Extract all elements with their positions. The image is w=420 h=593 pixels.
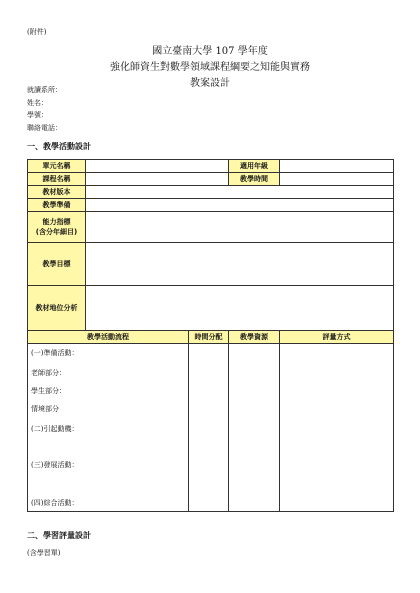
label-ability-indicator [28,212,86,243]
header-teaching-resources: 教學資源 [229,331,280,344]
row-activity-header [28,331,394,344]
label-course-name: 課程名稱 [28,173,86,186]
field-department: 就讀系所： [27,86,62,94]
section-heading-activity-design: 一、教學活動設計 [27,142,91,151]
label-material-analysis: 教材地位分析 [28,286,86,331]
flow-context-part: 情境部分 [31,405,59,413]
header-activity-flow: 教學活動流程 [28,331,189,344]
value-teaching-goal[interactable] [86,243,394,286]
flow-teacher-part: 老師部分： [31,369,66,377]
cell-assessment-method[interactable] [280,344,394,512]
field-name: 姓名： [27,98,48,107]
value-teaching-time[interactable] [280,173,394,186]
header-assessment-method: 評量方式 [280,331,394,344]
flow-development: (三)發展活動： [31,461,79,469]
row-activity-body [28,344,394,512]
applicant-fields [27,84,62,134]
title-line-3: 教案設計 [190,78,230,89]
row-course-name [28,173,394,186]
row-unit-name [28,160,394,173]
value-material-analysis[interactable] [86,286,394,331]
cell-activity-flow[interactable] [28,344,189,512]
label-teaching-goal: 教學目標 [28,243,86,286]
flow-preparation: (一)準備活動： [31,349,79,357]
label-applicable-grade: 適用年級 [229,160,280,173]
value-ability-indicator[interactable] [86,212,394,243]
row-material-analysis [28,286,394,331]
activity-flow-list [31,344,185,511]
row-teaching-goal [28,243,394,286]
worksheet-note: (含學習單) [27,549,61,557]
value-applicable-grade[interactable] [280,160,394,173]
value-unit-name[interactable] [86,160,229,173]
value-textbook-version[interactable] [86,186,394,199]
title-line-2: 強化師資生對數學領域課程綱要之知能與實務 [110,62,310,73]
row-teaching-prep [28,199,394,212]
label-unit-name: 單元名稱 [28,160,86,173]
row-textbook-version [28,186,394,199]
label-teaching-time: 教學時間 [229,173,280,186]
flow-summary: (四)綜合活動： [31,499,79,507]
field-student-id: 學號： [27,111,48,119]
value-teaching-prep[interactable] [86,199,394,212]
flow-motivation: (二)引起動機： [31,425,79,433]
ability-indicator-text: 能力指標 [42,218,71,226]
row-ability-indicator [28,212,394,243]
cell-teaching-resources[interactable] [229,344,280,512]
lesson-plan-table [27,159,394,512]
value-course-name[interactable] [86,173,229,186]
flow-student-part: 學生部分： [31,387,66,395]
cell-time-allocation[interactable] [189,344,229,512]
label-textbook-version: 教材版本 [28,186,86,199]
header-time-allocation: 時間分配 [189,331,229,344]
section-heading-assessment-design: 二、學習評量設計 [27,531,91,540]
title-line-1: 國立臺南大學 107 學年度 [152,46,268,57]
attachment-label: (附件) [27,28,47,36]
ability-indicator-note: (含分年細目) [35,228,78,236]
field-phone: 聯絡電話： [27,123,62,132]
label-teaching-prep: 教學準備 [28,199,86,212]
